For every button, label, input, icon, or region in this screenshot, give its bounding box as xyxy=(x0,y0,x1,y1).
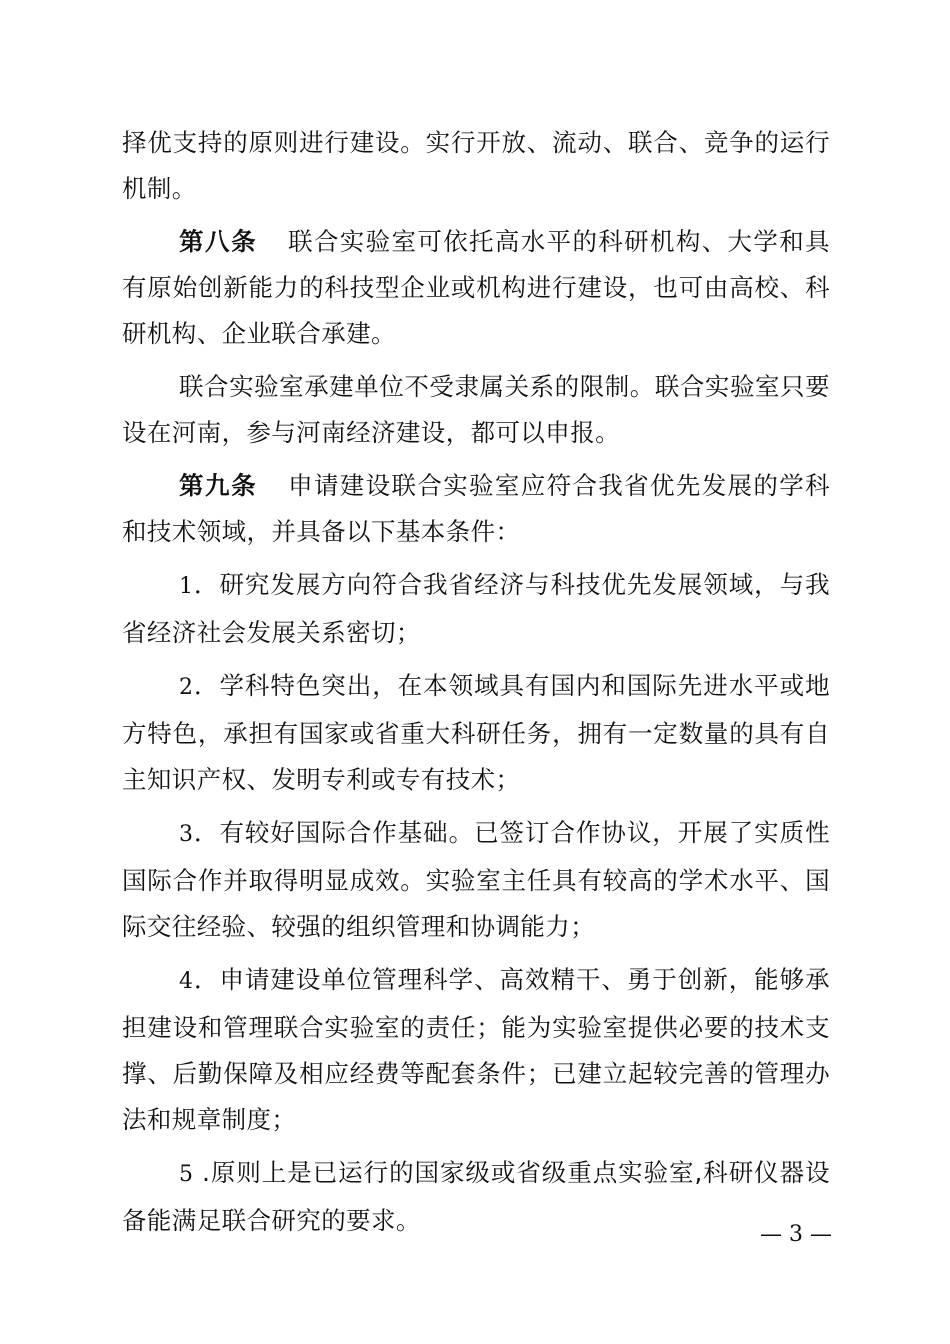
condition-separator: ． xyxy=(193,965,220,994)
condition-item-5 xyxy=(122,1150,830,1244)
condition-number: 5 xyxy=(179,1162,194,1187)
condition-item-2 xyxy=(122,663,830,803)
condition-number: 2 xyxy=(179,675,194,700)
condition-number: 1 xyxy=(179,574,194,599)
condition-item-1 xyxy=(122,562,830,656)
article-eight-paragraph xyxy=(122,219,830,357)
condition-separator: ． xyxy=(193,570,220,599)
condition-text: 申请建设单位管理科学、高效精干、勇于创新，能够承担建设和管理联合实验室的责任；能为实验室提供必要的技术支撑、后勤保障及相应经费等配套条件；已建立起较完善的管理办法和规章制度； xyxy=(122,965,830,1134)
article-nine-text: 申请建设联合实验室应符合我省优先发展的学科和技术领域，并具备以下基本条件： xyxy=(122,471,830,546)
document-body xyxy=(122,120,830,1244)
article-nine-number: 第九条 xyxy=(179,471,258,500)
article-eight-second-paragraph: 联合实验室承建单位不受隶属关系的限制。联合实验室只要设在河南，参与河南经济建设，都可以申报。 xyxy=(122,372,830,447)
condition-item-4 xyxy=(122,957,830,1143)
condition-text: 研究发展方向符合我省经济与科技优先发展领域，与我省经济社会发展关系密切； xyxy=(122,570,830,647)
condition-number: 3 xyxy=(179,822,194,847)
condition-text: 学科特色突出，在本领域具有国内和国际先进水平或地方特色，承担有国家或省重大科研任务，拥有一定数量的具有自主知识产权、发明专利或专有技术； xyxy=(122,671,830,794)
condition-separator: ． xyxy=(193,818,220,847)
article-eight-text: 联合实验室可依托高水平的科研机构、大学和具有原始创新能力的科技型企业或机构进行建设，也可由高校、科研机构、企业联合承建。 xyxy=(122,227,830,348)
article-eight-number: 第八条 xyxy=(179,227,258,256)
condition-separator: ． xyxy=(193,671,220,700)
condition-separator: . xyxy=(193,1158,211,1187)
condition-number: 4 xyxy=(179,969,194,994)
condition-item-3 xyxy=(122,810,830,950)
paragraph-continuation: 择优支持的原则进行建设。实行开放、流动、联合、竞争的运行机制。 xyxy=(122,128,830,203)
condition-text: 原则上是已运行的国家级或省级重点实验室,科研仪器设备能满足联合研究的要求。 xyxy=(122,1158,830,1235)
article-nine-paragraph xyxy=(122,463,830,555)
condition-text: 有较好国际合作基础。已签订合作协议，开展了实质性国际合作并取得明显成效。实验室主任具有较高的学术水平、国际交往经验、较强的组织管理和协调能力； xyxy=(122,818,830,941)
page-number: — 3 — xyxy=(760,1222,832,1247)
